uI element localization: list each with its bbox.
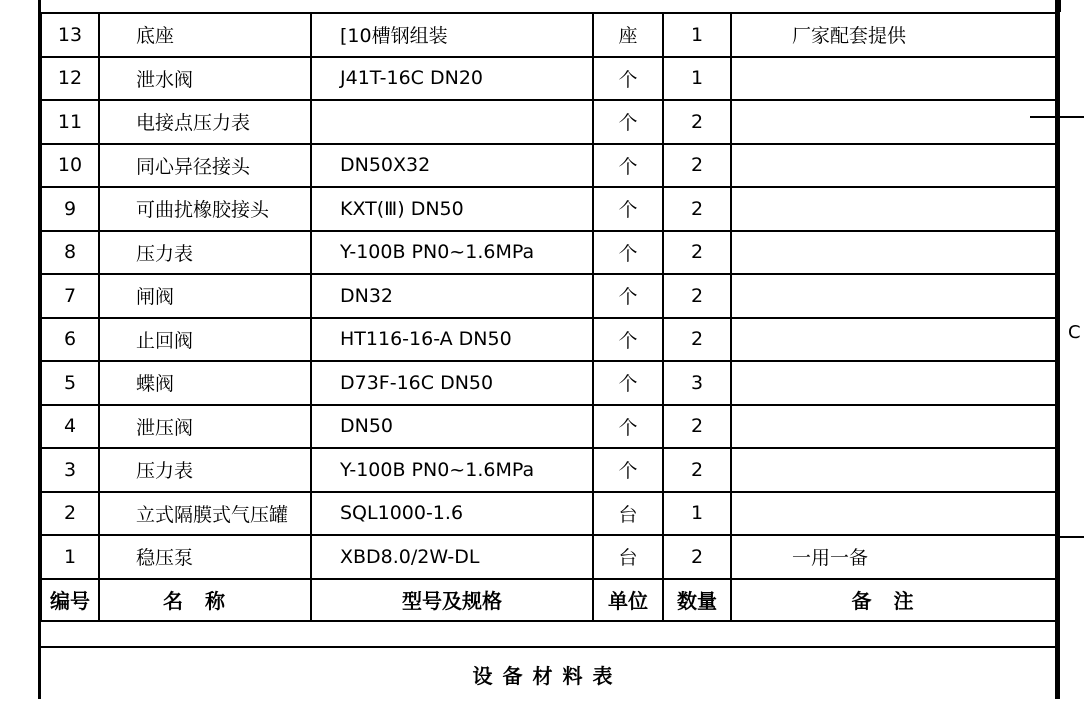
row-no: 10 [41,144,99,188]
row-remark [731,187,1056,231]
row-qty: 1 [663,492,731,536]
row-remark [731,448,1056,492]
row-qty: 1 [663,57,731,101]
table-row [41,448,1056,492]
table-caption-text: 设备材料表 [472,664,623,688]
header-name: 名称 [99,579,311,621]
row-model: Y-100B PN0~1.6MPa [311,448,593,492]
row-remark [731,57,1056,101]
header-qty: 数量 [663,579,731,621]
row-model: HT116-16-A DN50 [311,318,593,362]
row-model [311,100,593,144]
table-row [41,492,1056,536]
row-model: SQL1000-1.6 [311,492,593,536]
row-name: 闸阀 [99,274,311,318]
row-name: 压力表 [99,448,311,492]
table-header-row [41,579,1056,621]
row-no: 12 [41,57,99,101]
row-model: D73F-16C DN50 [311,361,593,405]
equipment-material-table [40,12,1057,622]
row-remark [731,231,1056,275]
row-unit: 个 [593,231,663,275]
row-unit: 个 [593,448,663,492]
row-model: Y-100B PN0~1.6MPa [311,231,593,275]
row-remark [731,492,1056,536]
row-qty: 3 [663,361,731,405]
row-name: 泄压阀 [99,405,311,449]
header-model: 型号及规格 [311,579,593,621]
row-no: 11 [41,100,99,144]
zone-mark: C [1068,322,1081,343]
frame-top-stub [1060,0,1061,12]
table-row [41,361,1056,405]
row-no: 4 [41,405,99,449]
row-unit: 个 [593,57,663,101]
frame-tick-lower [1060,536,1084,538]
row-qty: 2 [663,144,731,188]
row-name: 泄水阀 [99,57,311,101]
row-no: 8 [41,231,99,275]
row-no: 2 [41,492,99,536]
row-remark [731,100,1056,144]
row-model: J41T-16C DN20 [311,57,593,101]
row-unit: 个 [593,274,663,318]
row-qty: 2 [663,405,731,449]
row-remark: 一用一备 [731,535,1056,579]
row-unit: 个 [593,100,663,144]
row-model: XBD8.0/2W-DL [311,535,593,579]
row-no: 13 [41,13,99,57]
row-unit: 个 [593,187,663,231]
row-model: DN50X32 [311,144,593,188]
header-unit: 单位 [593,579,663,621]
row-name: 底座 [99,13,311,57]
row-name: 压力表 [99,231,311,275]
row-name: 电接点压力表 [99,100,311,144]
row-remark [731,144,1056,188]
row-qty: 1 [663,13,731,57]
table-row [41,318,1056,362]
table-row [41,13,1056,57]
table-row [41,144,1056,188]
row-model: KXT(Ⅲ) DN50 [311,187,593,231]
row-no: 6 [41,318,99,362]
header-remark: 备注 [731,579,1056,621]
row-remark [731,274,1056,318]
row-qty: 2 [663,535,731,579]
row-no: 7 [41,274,99,318]
row-name: 稳压泵 [99,535,311,579]
row-name: 立式隔膜式气压罐 [99,492,311,536]
row-qty: 2 [663,318,731,362]
row-qty: 2 [663,100,731,144]
row-remark: 厂家配套提供 [731,13,1056,57]
table-row [41,231,1056,275]
row-unit: 个 [593,144,663,188]
row-qty: 2 [663,274,731,318]
row-unit: 台 [593,492,663,536]
row-name: 同心异径接头 [99,144,311,188]
row-unit: 座 [593,13,663,57]
row-no: 1 [41,535,99,579]
row-name: 蝶阀 [99,361,311,405]
row-no: 5 [41,361,99,405]
row-qty: 2 [663,187,731,231]
frame-tick-upper [1030,116,1084,118]
row-no: 9 [41,187,99,231]
row-unit: 个 [593,318,663,362]
row-qty: 2 [663,231,731,275]
table-row [41,57,1056,101]
row-unit: 台 [593,535,663,579]
table-row [41,187,1056,231]
row-remark [731,318,1056,362]
row-unit: 个 [593,405,663,449]
row-name: 可曲扰橡胶接头 [99,187,311,231]
row-remark [731,405,1056,449]
row-qty: 2 [663,448,731,492]
table-row [41,535,1056,579]
row-name: 止回阀 [99,318,311,362]
table-row [41,100,1056,144]
row-model: DN32 [311,274,593,318]
row-unit: 个 [593,361,663,405]
row-model: DN50 [311,405,593,449]
row-no: 3 [41,448,99,492]
table-caption [40,646,1055,701]
table-body [41,13,1056,621]
header-no: 编号 [41,579,99,621]
row-remark [731,361,1056,405]
table-row [41,274,1056,318]
row-model: [10槽钢组装 [311,13,593,57]
table-row [41,405,1056,449]
